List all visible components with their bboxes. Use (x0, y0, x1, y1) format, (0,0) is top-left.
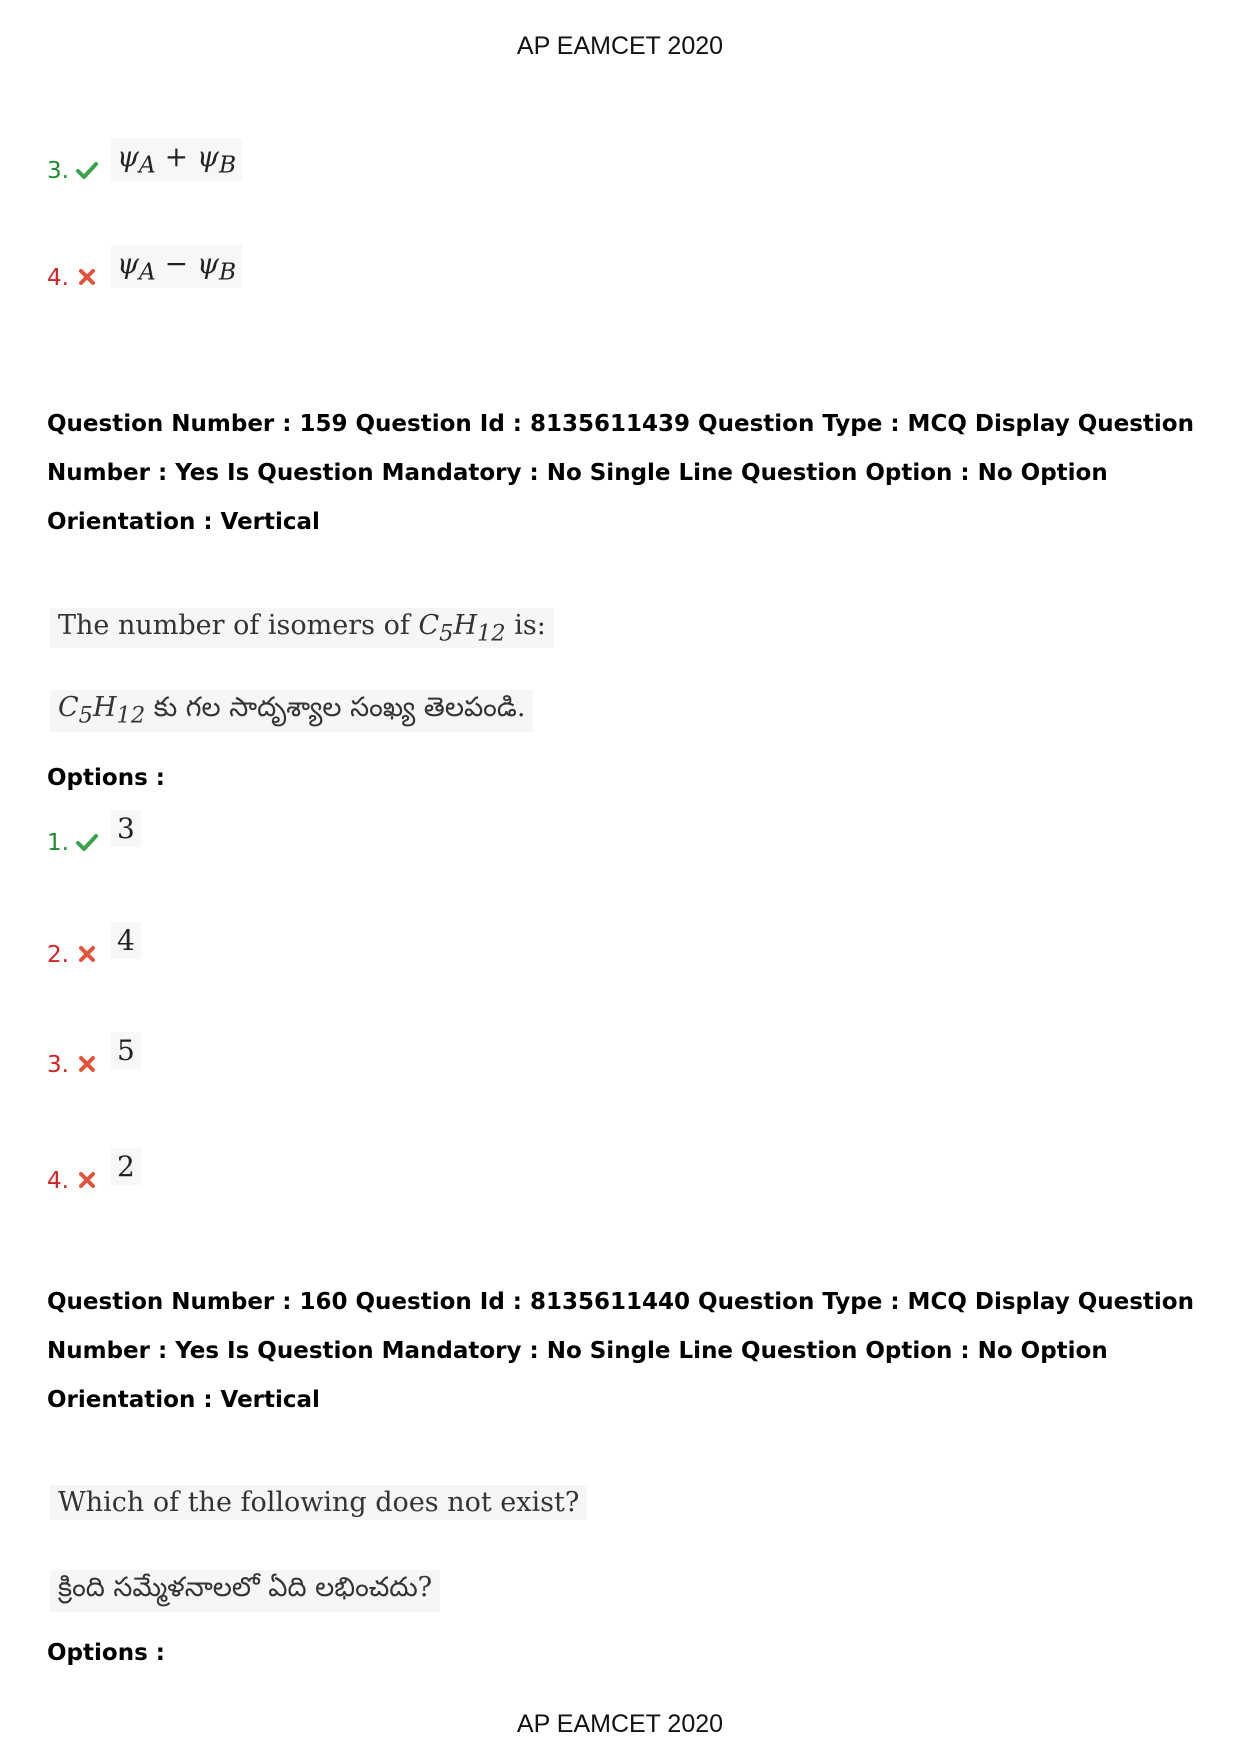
question-160-stem-english: Which of the following does not exist? (50, 1485, 587, 1520)
check-icon (75, 158, 99, 182)
check-icon (75, 830, 99, 854)
option-number: 2. (47, 942, 69, 968)
page-footer: AP EAMCET 2020 (516, 1710, 724, 1738)
option-number: 4. (47, 265, 69, 291)
option-value: 3 (111, 810, 141, 847)
question-160-stem-telugu: క్రింది సమ్మేళనాలలో ఏది లభించదు? (50, 1570, 440, 1612)
stem-text: కు గల సాదృశ్యాల సంఖ్య తెలపండి. (145, 692, 526, 723)
question-159-meta: Question Number : 159 Question Id : 8135611439 Question Type : MCQ Display Question Number : Yes Is Question Mandatory : No Single Line Question Option : No Option Orientation : Vertical (47, 411, 1194, 535)
stem-text: is: (505, 610, 546, 641)
cross-icon (75, 1168, 99, 1192)
q159-option-3 (47, 1032, 141, 1078)
question-160-meta: Question Number : 160 Question Id : 8135611440 Question Type : MCQ Display Question Number : Yes Is Question Mandatory : No Single Line Question Option : No Option Orientation : Vertical (47, 1289, 1194, 1413)
stem-text: The number of isomers of (58, 610, 419, 641)
prev-option-4 (47, 245, 242, 291)
cross-icon (75, 1052, 99, 1076)
page-header: AP EAMCET 2020 (516, 32, 724, 60)
q159-option-2 (47, 922, 141, 968)
q159-option-4 (47, 1148, 141, 1194)
question-159-stem-telugu (50, 690, 533, 732)
option-value: 5 (111, 1032, 141, 1069)
option-value: $\psi_A + \psi_B$ (111, 138, 242, 181)
option-value: 2 (111, 1148, 141, 1185)
q159-option-1 (47, 810, 141, 856)
question-159-stem-english (50, 608, 554, 648)
option-value: $\psi_A - \psi_B$ (111, 245, 242, 288)
option-number: 4. (47, 1168, 69, 1194)
question-159-options-label: Options : (47, 765, 165, 791)
option-number: 3. (47, 1052, 69, 1078)
cross-icon (75, 942, 99, 966)
option-value: 4 (111, 922, 141, 959)
option-number: 3. (47, 158, 69, 184)
formula: $C_5H_{12}$ (418, 610, 506, 647)
prev-option-3 (47, 138, 242, 184)
question-160-options-label: Options : (47, 1640, 165, 1666)
option-number: 1. (47, 830, 69, 856)
formula: $C_5H_{12}$ (58, 692, 146, 729)
cross-icon (75, 265, 99, 289)
